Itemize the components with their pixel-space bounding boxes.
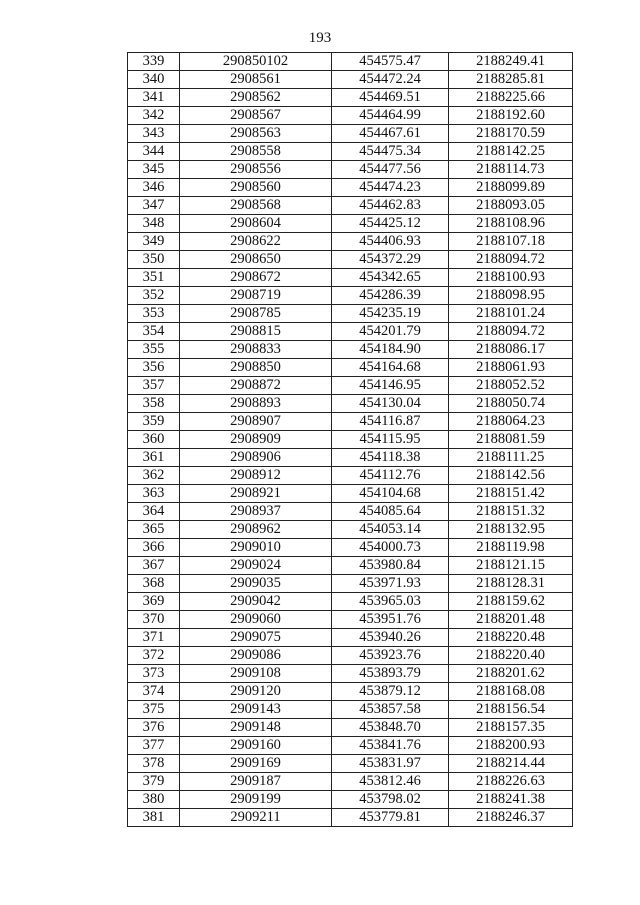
y-coordinate-cell: 2188052.52: [449, 377, 573, 395]
x-coordinate-cell: 453812.46: [332, 773, 449, 791]
point-id-cell: 2908561: [180, 71, 332, 89]
point-number-cell: 346: [128, 179, 180, 197]
point-id-cell: 2908893: [180, 395, 332, 413]
x-coordinate-cell: 453831.97: [332, 755, 449, 773]
x-coordinate-cell: 454112.76: [332, 467, 449, 485]
x-coordinate-cell: 454201.79: [332, 323, 449, 341]
point-number-cell: 361: [128, 449, 180, 467]
table-row: [128, 755, 573, 773]
table-row: [128, 53, 573, 71]
y-coordinate-cell: 2188168.08: [449, 683, 573, 701]
point-id-cell: 2908604: [180, 215, 332, 233]
point-number-cell: 379: [128, 773, 180, 791]
x-coordinate-cell: 454104.68: [332, 485, 449, 503]
point-id-cell: 2908622: [180, 233, 332, 251]
y-coordinate-cell: 2188107.18: [449, 233, 573, 251]
y-coordinate-cell: 2188151.42: [449, 485, 573, 503]
table-row: [128, 683, 573, 701]
point-number-cell: 347: [128, 197, 180, 215]
point-id-cell: 2909199: [180, 791, 332, 809]
x-coordinate-cell: 454000.73: [332, 539, 449, 557]
table-row: [128, 89, 573, 107]
x-coordinate-cell: 453779.81: [332, 809, 449, 827]
table-row: [128, 449, 573, 467]
y-coordinate-cell: 2188249.41: [449, 53, 573, 71]
point-id-cell: 2908907: [180, 413, 332, 431]
point-id-cell: 2908921: [180, 485, 332, 503]
table-row: [128, 161, 573, 179]
x-coordinate-cell: 453879.12: [332, 683, 449, 701]
point-id-cell: 2909120: [180, 683, 332, 701]
point-number-cell: 374: [128, 683, 180, 701]
table-row: [128, 611, 573, 629]
point-number-cell: 363: [128, 485, 180, 503]
table-row: [128, 647, 573, 665]
table-row: [128, 197, 573, 215]
table-row: [128, 539, 573, 557]
x-coordinate-cell: 454462.83: [332, 197, 449, 215]
y-coordinate-cell: 2188220.40: [449, 647, 573, 665]
x-coordinate-cell: 454406.93: [332, 233, 449, 251]
x-coordinate-cell: 454130.04: [332, 395, 449, 413]
y-coordinate-cell: 2188225.66: [449, 89, 573, 107]
point-id-cell: 2908563: [180, 125, 332, 143]
y-coordinate-cell: 2188064.23: [449, 413, 573, 431]
point-number-cell: 351: [128, 269, 180, 287]
point-id-cell: 2908556: [180, 161, 332, 179]
point-number-cell: 378: [128, 755, 180, 773]
point-number-cell: 353: [128, 305, 180, 323]
table-row: [128, 179, 573, 197]
point-number-cell: 381: [128, 809, 180, 827]
point-id-cell: 2908872: [180, 377, 332, 395]
table-row: [128, 125, 573, 143]
x-coordinate-cell: 454146.95: [332, 377, 449, 395]
table-row: [128, 341, 573, 359]
point-id-cell: 2909010: [180, 539, 332, 557]
table-row: [128, 773, 573, 791]
table-row: [128, 485, 573, 503]
x-coordinate-cell: 454474.23: [332, 179, 449, 197]
point-number-cell: 365: [128, 521, 180, 539]
point-id-cell: 2909211: [180, 809, 332, 827]
y-coordinate-cell: 2188142.25: [449, 143, 573, 161]
point-id-cell: 290850102: [180, 53, 332, 71]
y-coordinate-cell: 2188246.37: [449, 809, 573, 827]
y-coordinate-cell: 2188200.93: [449, 737, 573, 755]
table-row: [128, 413, 573, 431]
x-coordinate-cell: 454286.39: [332, 287, 449, 305]
table-row: [128, 809, 573, 827]
y-coordinate-cell: 2188100.93: [449, 269, 573, 287]
table-row: [128, 251, 573, 269]
y-coordinate-cell: 2188142.56: [449, 467, 573, 485]
x-coordinate-cell: 454115.95: [332, 431, 449, 449]
point-id-cell: 2908567: [180, 107, 332, 125]
table-row: [128, 575, 573, 593]
x-coordinate-cell: 453848.70: [332, 719, 449, 737]
y-coordinate-cell: 2188201.62: [449, 665, 573, 683]
point-number-cell: 366: [128, 539, 180, 557]
x-coordinate-cell: 454469.51: [332, 89, 449, 107]
y-coordinate-cell: 2188241.38: [449, 791, 573, 809]
y-coordinate-cell: 2188094.72: [449, 251, 573, 269]
table-row: [128, 323, 573, 341]
point-number-cell: 368: [128, 575, 180, 593]
table-row: [128, 737, 573, 755]
x-coordinate-cell: 454184.90: [332, 341, 449, 359]
point-id-cell: 2909187: [180, 773, 332, 791]
point-number-cell: 352: [128, 287, 180, 305]
point-number-cell: 375: [128, 701, 180, 719]
point-number-cell: 356: [128, 359, 180, 377]
y-coordinate-cell: 2188093.05: [449, 197, 573, 215]
x-coordinate-cell: 453923.76: [332, 647, 449, 665]
y-coordinate-cell: 2188214.44: [449, 755, 573, 773]
point-number-cell: 340: [128, 71, 180, 89]
point-number-cell: 362: [128, 467, 180, 485]
table-row: [128, 233, 573, 251]
point-number-cell: 349: [128, 233, 180, 251]
x-coordinate-cell: 454464.99: [332, 107, 449, 125]
point-id-cell: 2909042: [180, 593, 332, 611]
y-coordinate-cell: 2188099.89: [449, 179, 573, 197]
y-coordinate-cell: 2188114.73: [449, 161, 573, 179]
y-coordinate-cell: 2188151.32: [449, 503, 573, 521]
y-coordinate-cell: 2188119.98: [449, 539, 573, 557]
x-coordinate-cell: 453971.93: [332, 575, 449, 593]
table-row: [128, 269, 573, 287]
x-coordinate-cell: 454475.34: [332, 143, 449, 161]
table-row: [128, 395, 573, 413]
y-coordinate-cell: 2188086.17: [449, 341, 573, 359]
y-coordinate-cell: 2188098.95: [449, 287, 573, 305]
point-id-cell: 2908833: [180, 341, 332, 359]
x-coordinate-cell: 454425.12: [332, 215, 449, 233]
point-id-cell: 2908912: [180, 467, 332, 485]
point-id-cell: 2909108: [180, 665, 332, 683]
y-coordinate-cell: 2188192.60: [449, 107, 573, 125]
table-row: [128, 305, 573, 323]
x-coordinate-cell: 454053.14: [332, 521, 449, 539]
y-coordinate-cell: 2188220.48: [449, 629, 573, 647]
point-number-cell: 348: [128, 215, 180, 233]
table-row: [128, 593, 573, 611]
table-row: [128, 521, 573, 539]
point-number-cell: 377: [128, 737, 180, 755]
point-id-cell: 2909169: [180, 755, 332, 773]
x-coordinate-cell: 453798.02: [332, 791, 449, 809]
page-number: 193: [308, 30, 332, 46]
y-coordinate-cell: 2188050.74: [449, 395, 573, 413]
point-id-cell: 2908785: [180, 305, 332, 323]
y-coordinate-cell: 2188285.81: [449, 71, 573, 89]
table-row: [128, 791, 573, 809]
table-row: [128, 467, 573, 485]
y-coordinate-cell: 2188081.59: [449, 431, 573, 449]
x-coordinate-cell: 453841.76: [332, 737, 449, 755]
y-coordinate-cell: 2188101.24: [449, 305, 573, 323]
point-number-cell: 343: [128, 125, 180, 143]
y-coordinate-cell: 2188157.35: [449, 719, 573, 737]
x-coordinate-cell: 454164.68: [332, 359, 449, 377]
point-number-cell: 372: [128, 647, 180, 665]
point-id-cell: 2908850: [180, 359, 332, 377]
point-id-cell: 2909148: [180, 719, 332, 737]
point-id-cell: 2909143: [180, 701, 332, 719]
point-number-cell: 350: [128, 251, 180, 269]
y-coordinate-cell: 2188061.93: [449, 359, 573, 377]
point-number-cell: 339: [128, 53, 180, 71]
point-number-cell: 360: [128, 431, 180, 449]
point-id-cell: 2909075: [180, 629, 332, 647]
point-number-cell: 355: [128, 341, 180, 359]
table-row: [128, 431, 573, 449]
point-id-cell: 2908558: [180, 143, 332, 161]
table-row: [128, 503, 573, 521]
coordinates-table-body: [128, 53, 573, 827]
point-id-cell: 2908909: [180, 431, 332, 449]
x-coordinate-cell: 454235.19: [332, 305, 449, 323]
x-coordinate-cell: 454372.29: [332, 251, 449, 269]
x-coordinate-cell: 454477.56: [332, 161, 449, 179]
table-row: [128, 71, 573, 89]
x-coordinate-cell: 453893.79: [332, 665, 449, 683]
table-row: [128, 215, 573, 233]
point-number-cell: 345: [128, 161, 180, 179]
point-number-cell: 369: [128, 593, 180, 611]
y-coordinate-cell: 2188226.63: [449, 773, 573, 791]
point-id-cell: 2908719: [180, 287, 332, 305]
y-coordinate-cell: 2188156.54: [449, 701, 573, 719]
x-coordinate-cell: 454085.64: [332, 503, 449, 521]
table-row: [128, 107, 573, 125]
y-coordinate-cell: 2188108.96: [449, 215, 573, 233]
x-coordinate-cell: 453940.26: [332, 629, 449, 647]
y-coordinate-cell: 2188121.15: [449, 557, 573, 575]
point-id-cell: 2909060: [180, 611, 332, 629]
point-number-cell: 354: [128, 323, 180, 341]
point-number-cell: 357: [128, 377, 180, 395]
x-coordinate-cell: 453980.84: [332, 557, 449, 575]
x-coordinate-cell: 454116.87: [332, 413, 449, 431]
point-id-cell: 2909035: [180, 575, 332, 593]
x-coordinate-cell: 453965.03: [332, 593, 449, 611]
point-number-cell: 380: [128, 791, 180, 809]
point-id-cell: 2908560: [180, 179, 332, 197]
x-coordinate-cell: 454118.38: [332, 449, 449, 467]
table-row: [128, 629, 573, 647]
point-id-cell: 2909160: [180, 737, 332, 755]
y-coordinate-cell: 2188132.95: [449, 521, 573, 539]
point-id-cell: 2908937: [180, 503, 332, 521]
table-row: [128, 701, 573, 719]
point-id-cell: 2908815: [180, 323, 332, 341]
y-coordinate-cell: 2188094.72: [449, 323, 573, 341]
x-coordinate-cell: 453951.76: [332, 611, 449, 629]
point-number-cell: 376: [128, 719, 180, 737]
point-number-cell: 373: [128, 665, 180, 683]
y-coordinate-cell: 2188201.48: [449, 611, 573, 629]
point-id-cell: 2908562: [180, 89, 332, 107]
point-id-cell: 2908568: [180, 197, 332, 215]
y-coordinate-cell: 2188170.59: [449, 125, 573, 143]
point-number-cell: 358: [128, 395, 180, 413]
point-number-cell: 341: [128, 89, 180, 107]
point-id-cell: 2908906: [180, 449, 332, 467]
point-number-cell: 359: [128, 413, 180, 431]
point-id-cell: 2908962: [180, 521, 332, 539]
table-row: [128, 287, 573, 305]
point-id-cell: 2909024: [180, 557, 332, 575]
table-row: [128, 377, 573, 395]
x-coordinate-cell: 454467.61: [332, 125, 449, 143]
x-coordinate-cell: 453857.58: [332, 701, 449, 719]
table-row: [128, 665, 573, 683]
y-coordinate-cell: 2188159.62: [449, 593, 573, 611]
point-id-cell: 2909086: [180, 647, 332, 665]
table-row: [128, 719, 573, 737]
point-id-cell: 2908672: [180, 269, 332, 287]
x-coordinate-cell: 454575.47: [332, 53, 449, 71]
point-number-cell: 344: [128, 143, 180, 161]
point-number-cell: 371: [128, 629, 180, 647]
point-number-cell: 342: [128, 107, 180, 125]
table-row: [128, 143, 573, 161]
point-number-cell: 367: [128, 557, 180, 575]
table-row: [128, 557, 573, 575]
x-coordinate-cell: 454472.24: [332, 71, 449, 89]
table-row: [128, 359, 573, 377]
y-coordinate-cell: 2188111.25: [449, 449, 573, 467]
coordinates-table: [127, 52, 573, 827]
y-coordinate-cell: 2188128.31: [449, 575, 573, 593]
point-number-cell: 364: [128, 503, 180, 521]
point-number-cell: 370: [128, 611, 180, 629]
x-coordinate-cell: 454342.65: [332, 269, 449, 287]
point-id-cell: 2908650: [180, 251, 332, 269]
